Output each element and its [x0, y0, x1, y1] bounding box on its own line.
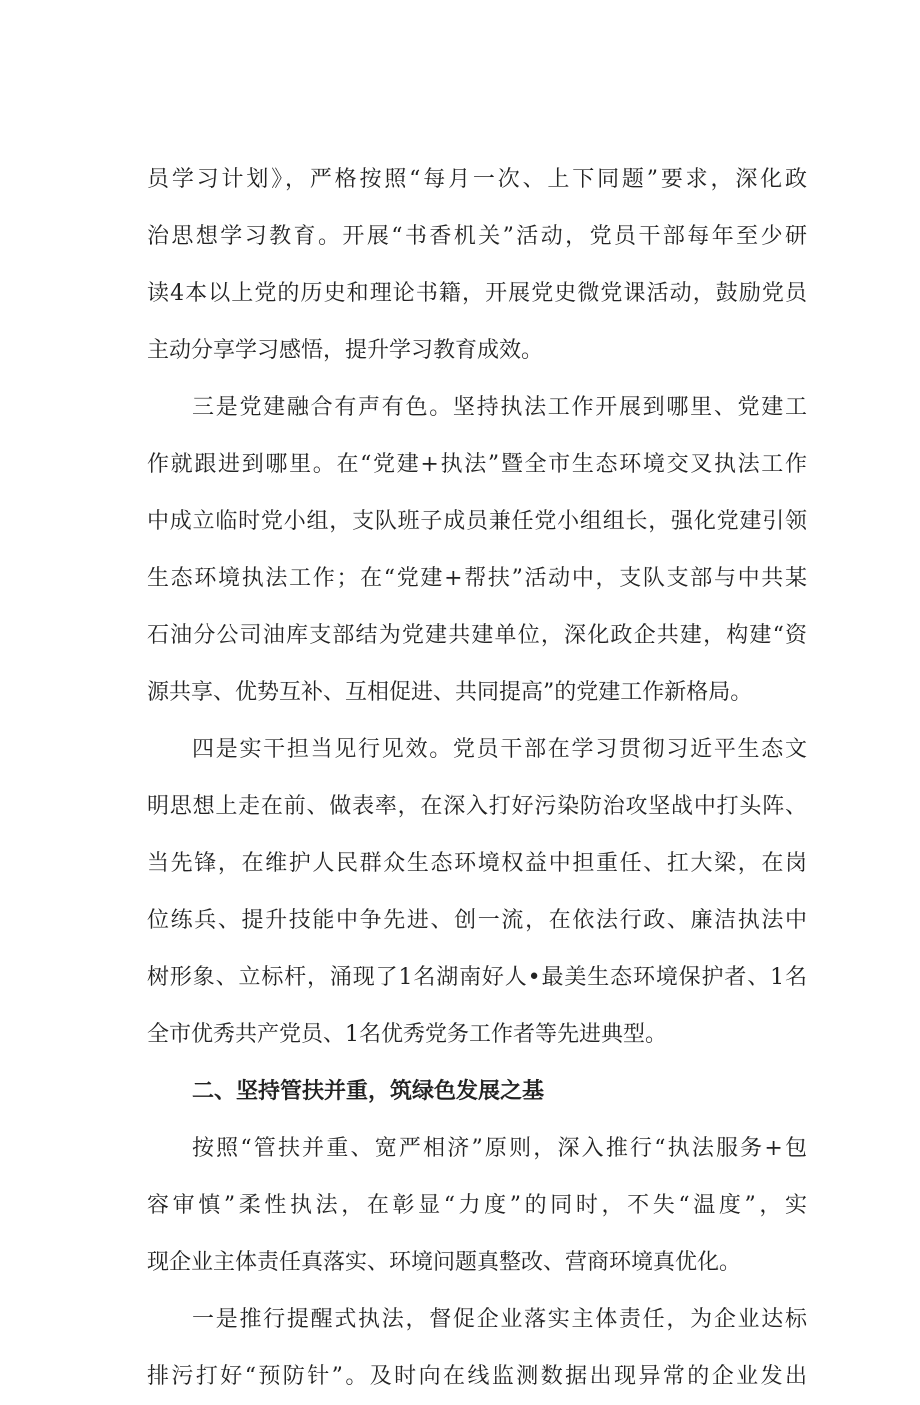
paragraph-line: 员学习计划》，严格按照“每月一次、上下同题”要求，深化政 [147, 167, 807, 192]
paragraph-line: 生态环境执法工作；在“党建+帮扶”活动中，支队支部与中共某 [147, 566, 807, 591]
paragraph-line: 三是党建融合有声有色。坚持执法工作开展到哪里、党建工 [192, 395, 807, 420]
paragraph-line: 石油分公司油库支部结为党建共建单位，深化政企共建，构建“资 [147, 623, 807, 648]
paragraph-line: 当先锋，在维护人民群众生态环境权益中担重任、扛大梁，在岗 [147, 851, 807, 876]
paragraph-line: 治思想学习教育。开展“书香机关”活动，党员干部每年至少研 [147, 224, 807, 249]
document-body [147, 151, 807, 1405]
paragraph-line: 一是推行提醒式执法，督促企业落实主体责任，为企业达标 [192, 1307, 807, 1332]
paragraph-line: 容审慎”柔性执法，在彰显“力度”的同时，不失“温度”，实 [147, 1193, 807, 1218]
paragraph-line: 读4本以上党的历史和理论书籍，开展党史微党课活动，鼓励党员 [147, 281, 807, 306]
paragraph-line: 四是实干担当见行见效。党员干部在学习贯彻习近平生态文 [192, 737, 807, 762]
paragraph-line: 作就跟进到哪里。在“党建+执法”暨全市生态环境交叉执法工作 [147, 452, 807, 477]
paragraph-line: 排污打好“预防针”。及时向在线监测数据出现异常的企业发出 [147, 1364, 807, 1389]
paragraph-line: 源共享、优势互补、互相促进、共同提高”的党建工作新格局。 [147, 680, 753, 705]
paragraph-line: 明思想上走在前、做表率，在深入打好污染防治攻坚战中打头阵、 [147, 794, 807, 819]
section-heading: 二、坚持管扶并重，筑绿色发展之基 [192, 1079, 545, 1104]
paragraph-line: 现企业主体责任真落实、环境问题真整改、营商环境真优化。 [147, 1250, 742, 1275]
paragraph-line: 按照“管扶并重、宽严相济”原则，深入推行“执法服务+包 [192, 1136, 807, 1161]
paragraph-line: 中成立临时党小组，支队班子成员兼任党小组组长，强化党建引领 [147, 509, 807, 534]
paragraph-line: 主动分享学习感悟，提升学习教育成效。 [147, 338, 544, 363]
paragraph-line: 位练兵、提升技能中争先进、创一流，在依法行政、廉洁执法中 [147, 908, 807, 933]
paragraph-line: 全市优秀共产党员、1名优秀党务工作者等先进典型。 [147, 1022, 667, 1047]
paragraph-line: 树形象、立标杆，涌现了1名湖南好人•最美生态环境保护者、1名 [147, 965, 807, 990]
